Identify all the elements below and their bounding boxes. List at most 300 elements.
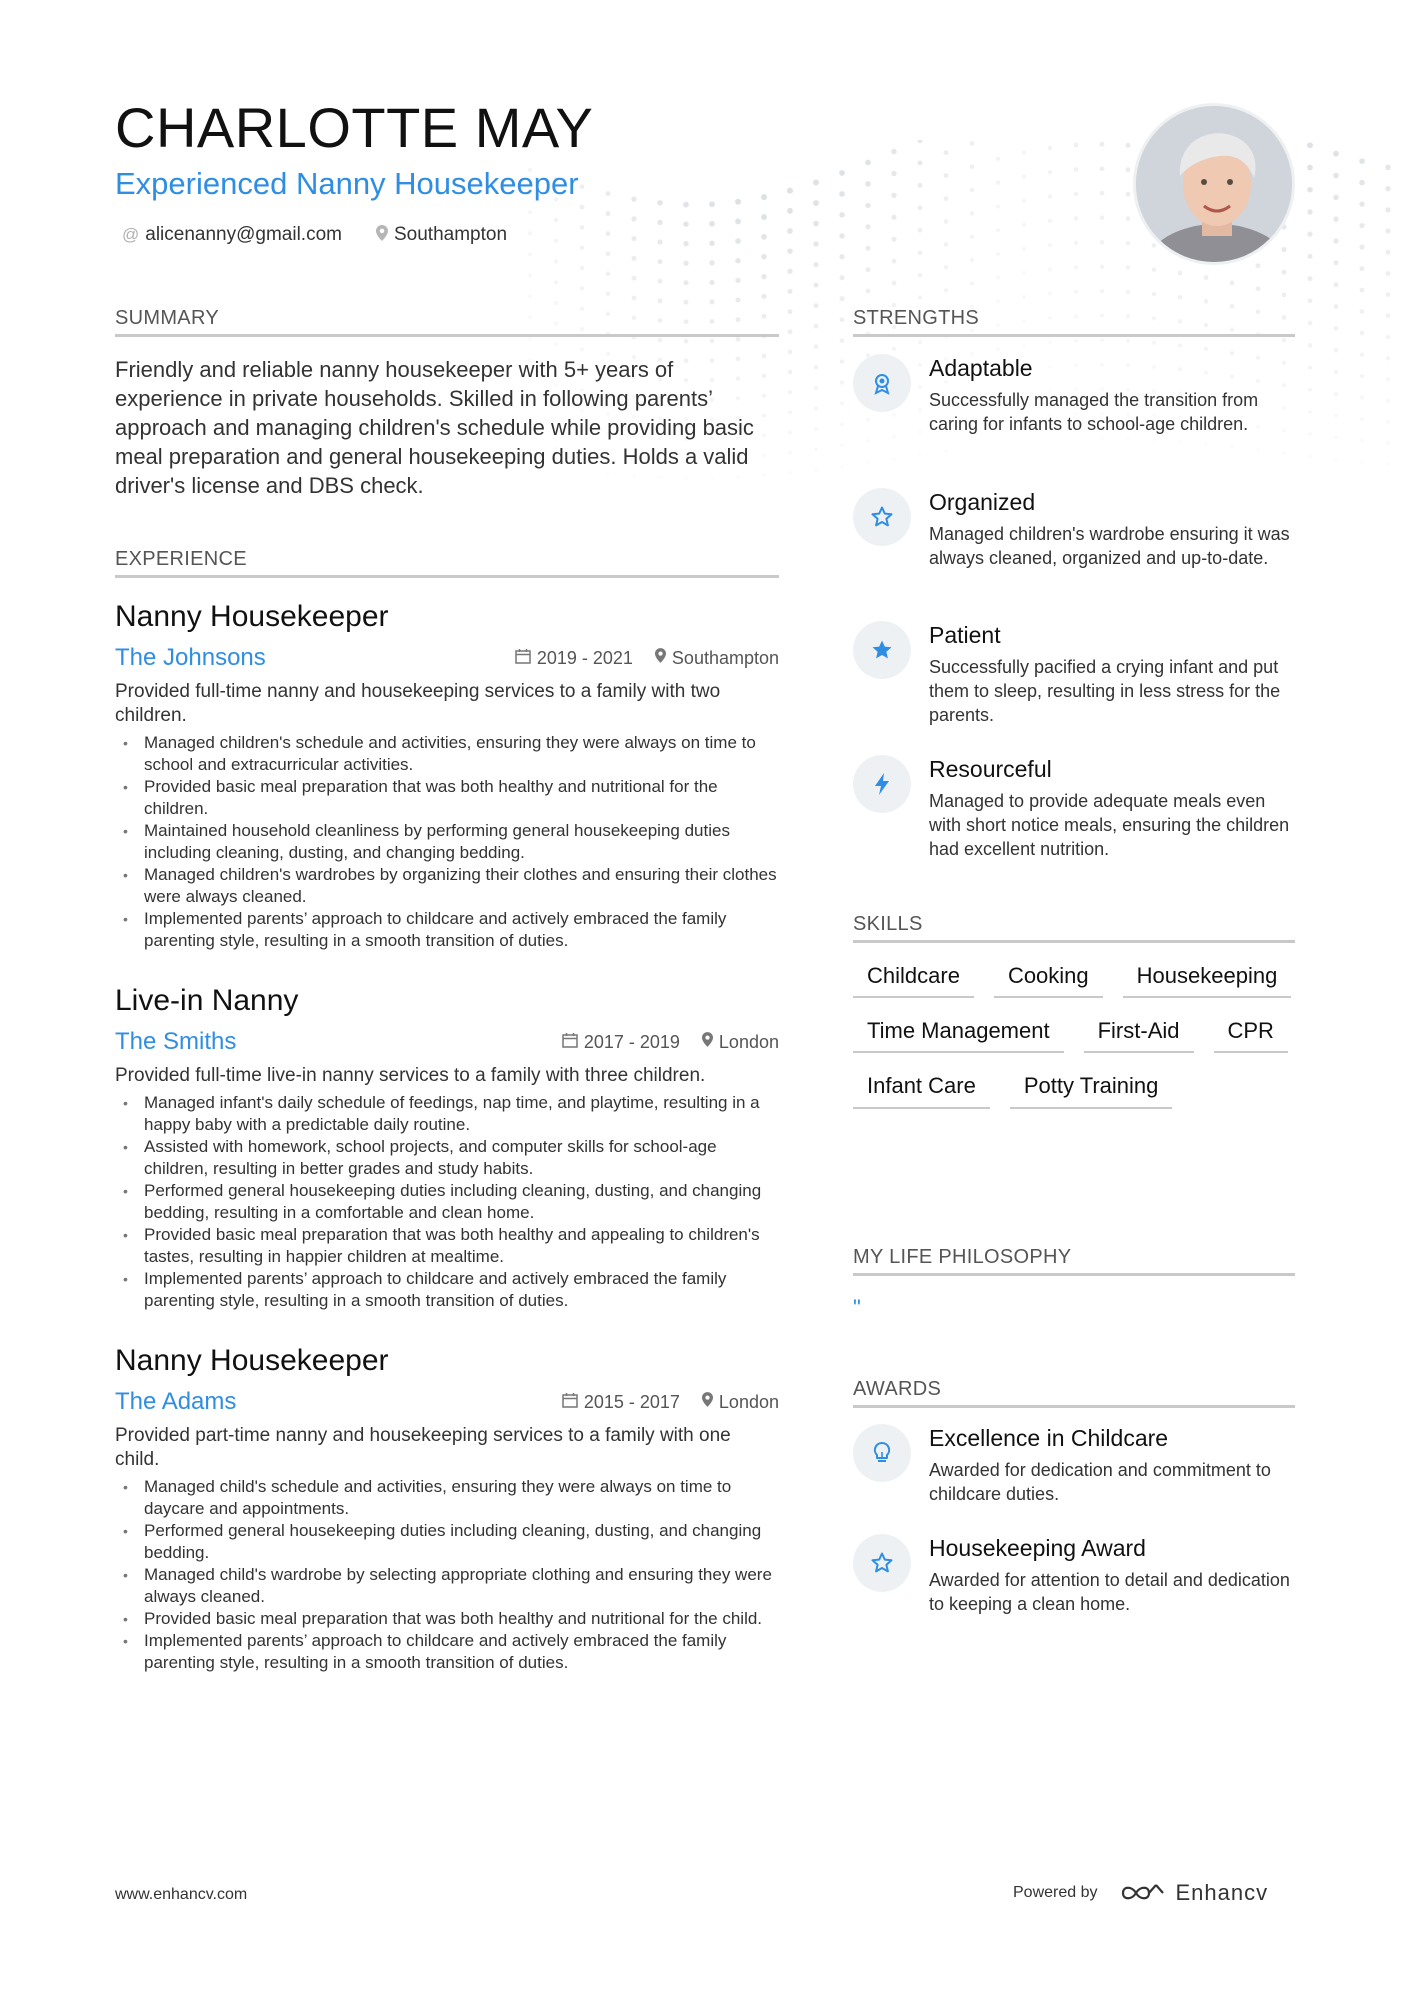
strength-title: Patient: [929, 622, 1001, 648]
map-pin-icon: [655, 648, 666, 668]
decorative-dot: [891, 149, 896, 154]
decorative-dot: [606, 291, 610, 295]
decorative-dot: [1074, 143, 1079, 148]
calendar-icon: [515, 648, 531, 669]
decorative-dot: [1360, 352, 1364, 356]
skill-tag: Cooking: [994, 964, 1103, 998]
decorative-dot: [1360, 396, 1364, 400]
job-location-text: London: [718, 1031, 779, 1052]
decorative-dot: [1178, 295, 1182, 299]
decorative-dot: [891, 215, 896, 220]
decorative-dot: [709, 201, 715, 207]
decorative-dot: [1307, 232, 1312, 237]
decorative-dot: [1074, 265, 1078, 269]
decorative-dot: [814, 447, 818, 451]
candidate-name: CHARLOTTE MAY: [115, 96, 594, 159]
decorative-dot: [788, 329, 793, 334]
enhancv-infinity-icon: [1120, 1881, 1166, 1905]
decorative-dot: [814, 365, 818, 369]
decorative-dot: [840, 401, 844, 405]
decorative-dot: [658, 298, 663, 303]
decorative-dot: [1334, 436, 1338, 440]
experience-entry: [115, 986, 779, 1312]
decorative-dot: [996, 181, 1000, 185]
decorative-dot: [918, 250, 923, 255]
decorative-dot: [1386, 399, 1390, 403]
decorative-dot: [528, 295, 532, 299]
decorative-dot: [709, 280, 714, 285]
decorative-dot: [761, 214, 767, 220]
strength-item: [853, 488, 1295, 570]
decorative-dot: [1074, 339, 1078, 343]
decorative-dot: [709, 221, 715, 227]
decorative-dot: [1100, 166, 1105, 171]
job-description: Provided part-time nanny and housekeeping services to a family with one child.: [115, 1425, 731, 1470]
decorative-dot: [813, 283, 818, 288]
decorative-dot: [1281, 247, 1286, 252]
lightning-icon: [853, 755, 911, 813]
experience-entry: [115, 1346, 779, 1674]
decorative-dot: [1333, 238, 1338, 243]
decorative-dot: [1386, 441, 1390, 445]
decorative-dot: [1074, 216, 1078, 220]
decorative-dot: [554, 301, 558, 305]
decorative-dot: [892, 347, 896, 351]
decorative-dot: [788, 309, 793, 314]
decorative-dot: [996, 300, 1000, 304]
decorative-dot: [1308, 298, 1313, 303]
decorative-dot: [970, 211, 974, 215]
award-description: Awarded for attention to detail and dedication to keeping a clean home.: [929, 1570, 1290, 1614]
decorative-dot: [1152, 438, 1155, 441]
decorative-dot: [892, 457, 895, 460]
decorative-dot: [1333, 173, 1339, 179]
decorative-dot: [788, 390, 792, 394]
company-name: The Smiths: [115, 1028, 237, 1055]
decorative-dot: [814, 386, 818, 390]
decorative-dot: [580, 266, 584, 270]
decorative-dot: [814, 406, 818, 410]
award-ribbon-icon: [853, 354, 911, 412]
strength-item: [853, 621, 1295, 727]
decorative-dot: [970, 141, 975, 146]
decorative-dot: [918, 228, 923, 233]
decorative-dot: [1386, 292, 1391, 297]
job-dates-text: 2015 - 2017: [583, 1391, 680, 1412]
decorative-dot: [658, 338, 663, 343]
decorative-dot: [813, 262, 818, 267]
decorative-dot: [840, 359, 844, 363]
skill-tag: Housekeeping: [1123, 964, 1292, 998]
decorative-dot: [1126, 192, 1131, 197]
decorative-dot: [996, 157, 1000, 161]
decorative-dot: [814, 324, 819, 329]
job-description: Provided full-time nanny and housekeeping services to a family with two children.: [115, 681, 721, 726]
strength-title: Resourceful: [929, 756, 1052, 782]
job-location-text: London: [718, 1391, 779, 1412]
decorative-dot: [735, 258, 740, 263]
decorative-dot: [866, 439, 870, 443]
decorative-dot: [683, 202, 689, 208]
decorative-dot: [1307, 142, 1313, 148]
decorative-dot: [709, 299, 714, 304]
decorative-dot: [1178, 343, 1182, 347]
decorative-dot: [657, 259, 662, 264]
decorative-dot: [1334, 458, 1338, 462]
decorative-dot: [1307, 209, 1312, 214]
decorative-dot: [1308, 410, 1312, 414]
decorative-dot: [1359, 245, 1364, 250]
decorative-dot: [528, 252, 532, 256]
decorative-dot: [1022, 175, 1026, 179]
decorative-dot: [1256, 448, 1260, 452]
decorative-dot: [1334, 326, 1339, 331]
footer-website[interactable]: www.enhancv.com: [115, 1886, 248, 1903]
decorative-dot: [865, 181, 871, 187]
decorative-dot: [735, 297, 740, 302]
decorative-dot: [839, 254, 844, 259]
contact-bar: [122, 224, 507, 246]
decorative-dot: [1360, 374, 1364, 378]
decorative-dot: [1334, 304, 1339, 309]
decorative-dot: [580, 347, 584, 351]
philosophy-heading: MY LIFE PHILOSOPHY: [853, 1247, 1295, 1276]
decorative-dot: [1100, 289, 1104, 293]
strength-title: Organized: [929, 489, 1036, 515]
decorative-dot: [1022, 247, 1026, 251]
decorative-dot: [1386, 420, 1390, 424]
decorative-dot: [814, 303, 819, 308]
decorative-dot: [866, 289, 871, 294]
decorative-dot: [1307, 165, 1313, 171]
decorative-dot: [1386, 377, 1390, 381]
decorative-dot: [1308, 365, 1312, 369]
decorative-dot: [970, 282, 974, 286]
decorative-dot: [917, 183, 922, 188]
decorative-dot: [1333, 195, 1338, 200]
decorative-dot: [683, 221, 689, 227]
decorative-dot: [866, 461, 870, 465]
decorative-dot: [787, 248, 792, 253]
decorative-dot: [1282, 451, 1286, 455]
calendar-icon: [562, 1392, 578, 1413]
enhancv-logo[interactable]: [1120, 1880, 1269, 1906]
job-bullet: • Implemented parents’ approach to childcare and actively embraced the family parenting style, resulting in a smooth transition of duties.: [115, 1268, 779, 1312]
decorative-dot: [1126, 167, 1131, 172]
decorative-dot: [814, 427, 818, 431]
decorative-dot: [839, 275, 844, 280]
location-text: Southampton: [393, 224, 508, 245]
skill-tag: Potty Training: [1010, 1074, 1173, 1108]
decorative-dot: [1126, 339, 1130, 343]
decorative-dot: [944, 150, 949, 155]
decorative-dot: [1074, 192, 1078, 196]
decorative-dot: [918, 295, 922, 299]
decorative-dot: [918, 273, 922, 277]
decorative-dot: [528, 231, 532, 235]
decorative-dot: [1386, 356, 1390, 360]
job-bullets: [115, 732, 779, 952]
award-item: [853, 1534, 1295, 1616]
decorative-dot: [892, 237, 897, 242]
decorative-dot: [1386, 250, 1391, 255]
job-bullet: • Maintained household cleanliness by performing general housekeeping duties including cleaning, dusting, and changing bedding.: [115, 820, 779, 864]
job-dates: [515, 648, 633, 669]
decorative-dot: [996, 252, 1000, 256]
portrait-avatar-icon: [1136, 106, 1295, 265]
decorative-dot: [1386, 314, 1390, 318]
decorative-dot: [1385, 229, 1390, 234]
decorative-dot: [554, 342, 558, 346]
decorative-dot: [1256, 263, 1261, 268]
decorative-dot: [1308, 388, 1312, 392]
decorative-dot: [606, 251, 611, 256]
experience-heading: EXPERIENCE: [115, 549, 779, 578]
decorative-dot: [787, 289, 792, 294]
decorative-dot: [1048, 170, 1052, 174]
calendar-icon: [562, 1032, 578, 1053]
decorative-dot: [787, 188, 793, 194]
decorative-dot: [528, 210, 532, 214]
job-role: Nanny Housekeeper: [115, 600, 389, 633]
decorative-dot: [684, 339, 689, 344]
decorative-dot: [1048, 219, 1052, 223]
job-bullets: [115, 1092, 779, 1312]
decorative-dot: [580, 225, 585, 230]
decorative-dot: [1360, 309, 1365, 314]
decorative-dot: [1334, 392, 1338, 396]
lightbulb-icon: [853, 1424, 911, 1482]
decorative-dot: [632, 276, 637, 281]
decorative-dot: [840, 317, 845, 322]
decorative-dot: [1308, 455, 1312, 459]
decorative-dot: [1100, 265, 1104, 269]
decorative-dot: [813, 241, 818, 246]
job-bullet: • Performed general housekeeping duties including cleaning, dusting, and changing bedding.: [115, 1520, 779, 1564]
job-bullet: • Managed child's wardrobe by selecting appropriate clothing and ensuring they were always cleaned.: [115, 1564, 779, 1608]
decorative-dot: [1022, 199, 1026, 203]
candidate-title: Experienced Nanny Housekeeper: [115, 166, 579, 201]
job-bullet: • Performed general housekeeping duties including cleaning, dusting, and changing bedding, resulting in a comfortable and clean home.: [115, 1180, 779, 1224]
decorative-dot: [1022, 223, 1026, 227]
decorative-dot: [813, 200, 819, 206]
skill-tag: Childcare: [853, 964, 974, 998]
decorative-dot: [554, 259, 558, 263]
decorative-dot: [1360, 331, 1364, 335]
decorative-dot: [840, 465, 844, 469]
decorative-dot: [839, 212, 845, 218]
decorative-dot: [1334, 348, 1338, 352]
decorative-dot: [606, 271, 611, 276]
decorative-dot: [788, 451, 792, 455]
philosophy-quote-mark: ": [853, 1295, 861, 1320]
email-contact[interactable]: [122, 224, 342, 246]
decorative-dot: [710, 339, 715, 344]
star-outline-icon: [853, 1534, 911, 1592]
decorative-dot: [657, 239, 662, 244]
job-bullet: • Provided basic meal preparation that was both healthy and nutritional for the children.: [115, 776, 779, 820]
decorative-dot: [788, 431, 792, 435]
decorative-dot: [1204, 299, 1209, 304]
decorative-dot: [1359, 223, 1364, 228]
summary-text: Friendly and reliable nanny housekeeper with 5+ years of experience in private households. Skilled in following parents’ approach and managing children's schedule while providing basic meal preparation and general housekeeping duties. Holds a valid driver's license and DBS check.: [115, 357, 754, 498]
decorative-dot: [580, 184, 585, 189]
powered-by-label: Powered by: [1013, 1884, 1098, 1901]
award-title: Housekeeping Award: [929, 1535, 1146, 1561]
decorative-dot: [1126, 290, 1130, 294]
decorative-dot: [917, 160, 922, 165]
decorative-dot: [736, 337, 741, 342]
decorative-dot: [865, 160, 871, 166]
decorative-dot: [631, 216, 636, 221]
decorative-dot: [657, 200, 663, 206]
email-text: alicenanny@gmail.com: [145, 224, 342, 245]
decorative-dot: [918, 340, 922, 344]
decorative-dot: [631, 236, 636, 241]
decorative-dot: [788, 370, 792, 374]
decorative-dot: [606, 231, 611, 236]
decorative-dot: [1022, 343, 1026, 347]
job-dates-text: 2019 - 2021: [536, 647, 633, 668]
map-pin-icon: [702, 1392, 713, 1412]
decorative-dot: [970, 188, 974, 192]
award-item: [853, 1424, 1295, 1506]
job-bullets: [115, 1476, 779, 1674]
decorative-dot: [865, 203, 870, 208]
strength-description: Managed children's wardrobe ensuring it was always cleaned, organized and up-to-date.: [929, 524, 1290, 568]
decorative-dot: [944, 242, 948, 246]
job-location: [655, 648, 779, 669]
decorative-dot: [1334, 370, 1338, 374]
decorative-dot: [996, 204, 1000, 208]
job-location: [702, 1032, 779, 1053]
strength-item: [853, 354, 1295, 436]
skills-list: [853, 964, 1295, 1109]
decorative-dot: [1282, 270, 1287, 275]
job-dates-text: 2017 - 2019: [583, 1031, 680, 1052]
decorative-dot: [1126, 437, 1129, 440]
decorative-dot: [605, 191, 610, 196]
job-location-text: Southampton: [671, 647, 779, 668]
decorative-dot: [1022, 271, 1026, 275]
skill-tag: CPR: [1214, 1019, 1288, 1053]
location-contact: [376, 224, 507, 246]
decorative-dot: [658, 279, 663, 284]
decorative-dot: [917, 140, 922, 143]
skill-tag: First-Aid: [1084, 1019, 1194, 1053]
strength-description: Successfully managed the transition from caring for infants to school-age children.: [929, 390, 1259, 434]
decorative-dot: [1385, 165, 1390, 170]
decorative-dot: [970, 164, 975, 169]
decorative-dot: [1333, 217, 1338, 222]
decorative-dot: [1074, 290, 1078, 294]
job-bullet: • Managed infant's daily schedule of feedings, nap time, and playtime, resulting in a happy baby with a predictable daily routine.: [115, 1092, 779, 1136]
job-bullet: • Implemented parents’ approach to childcare and actively embraced the family parenting style, resulting in a smooth transition of duties.: [115, 908, 779, 952]
decorative-dot: [580, 205, 585, 210]
decorative-dot: [684, 300, 689, 305]
decorative-dot: [1204, 347, 1208, 351]
decorative-dot: [735, 199, 741, 205]
decorative-dot: [1333, 151, 1339, 157]
decorative-dot: [1386, 463, 1389, 466]
decorative-dot: [1230, 445, 1234, 449]
decorative-dot: [918, 205, 923, 210]
decorative-dot: [788, 410, 792, 414]
job-bullet: • Managed child's schedule and activities, ensuring they were always on time to daycare and appointments.: [115, 1476, 779, 1520]
decorative-dot: [1360, 417, 1364, 421]
decorative-dot: [1307, 187, 1313, 193]
decorative-dot: [761, 254, 766, 259]
decorative-dot: [1126, 216, 1131, 221]
decorative-dot: [788, 471, 792, 475]
decorative-dot: [1126, 241, 1131, 246]
decorative-dot: [865, 224, 870, 229]
decorative-dot: [1204, 442, 1208, 446]
decorative-dot: [970, 258, 974, 262]
decorative-dot: [840, 423, 844, 427]
decorative-dot: [528, 274, 532, 278]
star-filled-icon: [853, 621, 911, 679]
decorative-dot: [787, 269, 792, 274]
decorative-dot: [554, 218, 558, 222]
decorative-dot: [866, 267, 871, 272]
decorative-dot: [1308, 321, 1313, 326]
decorative-dot: [1048, 292, 1052, 296]
profile-photo: [1133, 103, 1295, 265]
brand-name: Enhancv: [1175, 1880, 1269, 1905]
decorative-dot: [1152, 243, 1157, 248]
strengths-heading: STRENGTHS: [853, 308, 1295, 337]
decorative-dot: [1022, 295, 1026, 299]
company-name: The Adams: [115, 1388, 237, 1415]
strength-title: Adaptable: [929, 355, 1033, 381]
decorative-dot: [944, 449, 947, 452]
skills-heading: SKILLS: [853, 914, 1295, 943]
decorative-dot: [1048, 267, 1052, 271]
decorative-dot: [1334, 414, 1338, 418]
decorative-dot: [1152, 292, 1156, 296]
decorative-dot: [996, 347, 1000, 351]
footer-branding: [1013, 1880, 1268, 1906]
decorative-dot: [761, 234, 767, 240]
decorative-dot: [814, 344, 819, 349]
decorative-dot: [840, 296, 845, 301]
job-dates: [562, 1392, 680, 1413]
decorative-dot: [892, 281, 897, 286]
star-outline-icon: [853, 488, 911, 546]
job-role: Nanny Housekeeper: [115, 1344, 389, 1377]
decorative-dot: [1359, 158, 1365, 164]
decorative-dot: [1307, 254, 1312, 259]
decorative-dot: [1360, 288, 1365, 293]
decorative-dot: [1360, 266, 1365, 271]
experience-entry: [115, 602, 779, 952]
decorative-dot: [944, 288, 948, 292]
decorative-dot: [1360, 439, 1364, 443]
job-bullet: • Implemented parents’ approach to childcare and actively embraced the family parenting style, resulting in a smooth transition of duties.: [115, 1630, 779, 1674]
decorative-dot: [891, 171, 896, 176]
skill-tag: Time Management: [853, 1019, 1064, 1053]
decorative-dot: [1308, 276, 1313, 281]
decorative-dot: [840, 380, 844, 384]
decorative-dot: [1022, 151, 1026, 155]
decorative-dot: [1074, 167, 1079, 172]
job-description: Provided full-time live-in nanny services to a family with three children.: [115, 1065, 706, 1086]
decorative-dot: [1334, 282, 1339, 287]
job-bullet: • Provided basic meal preparation that was both healthy and appealing to children's tastes, resulting in happier children at mealtime.: [115, 1224, 779, 1268]
decorative-dot: [813, 180, 819, 186]
decorative-dot: [813, 221, 819, 227]
